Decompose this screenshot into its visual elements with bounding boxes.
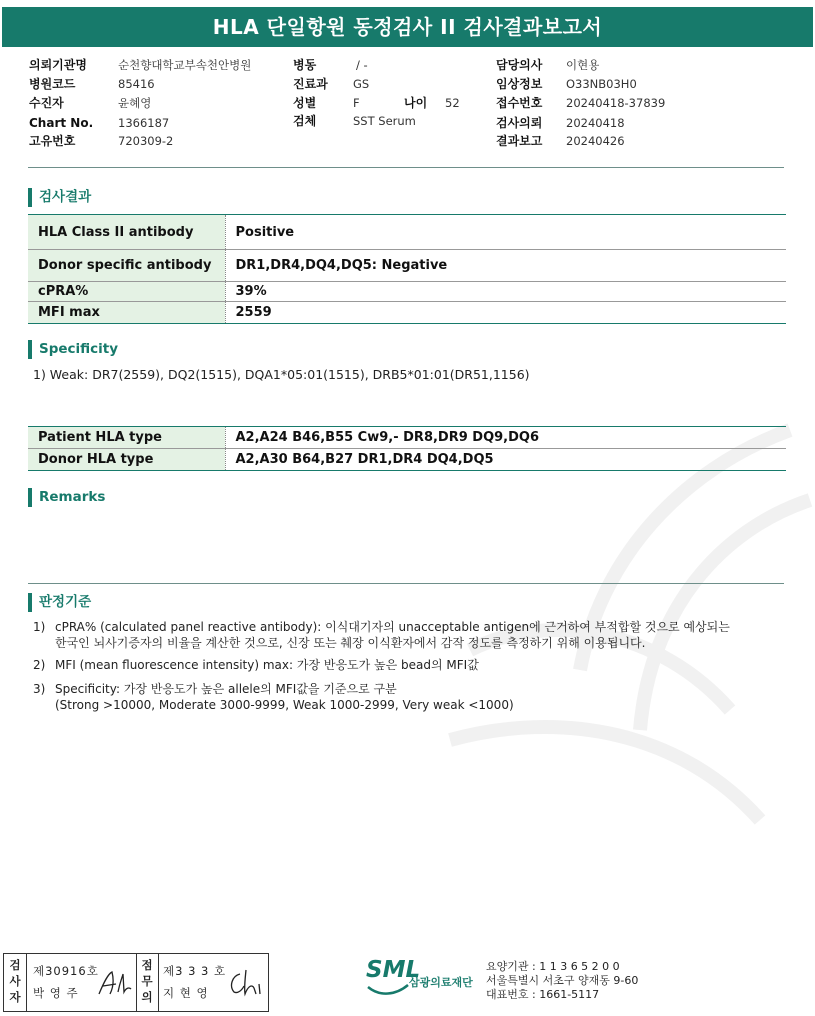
receipt-no: 20240418-37839 bbox=[566, 96, 666, 110]
department: GS bbox=[353, 77, 370, 91]
result-label: MFI max bbox=[28, 302, 225, 324]
criteria-heading: 판정기준 bbox=[28, 593, 91, 612]
examiner-label: 검 사 자 bbox=[9, 958, 21, 1004]
specificity-heading: Specificity bbox=[28, 340, 118, 359]
examiner-name: 박 영 주 bbox=[33, 986, 79, 1000]
requesting-institution-label: 의뢰기관명 bbox=[29, 58, 87, 72]
confirmer-license: 제3 3 3 호 bbox=[163, 964, 227, 978]
ward: / - bbox=[356, 58, 368, 72]
org-address: 서울특별시 서초구 양재동 9-60 bbox=[486, 974, 639, 987]
criteria-line: MFI (mean fluorescence intensity) max: 가장 반응도가 높은 bead의 MFI값 bbox=[55, 658, 479, 672]
criteria-list bbox=[33, 619, 793, 719]
ward-label: 병동 bbox=[293, 58, 317, 72]
result-value: DR1,DR4,DQ4,DQ5: Negative bbox=[225, 250, 786, 282]
sex: F bbox=[353, 96, 360, 110]
criteria-number: 3) bbox=[33, 682, 46, 696]
doctor: 이현용 bbox=[566, 58, 600, 72]
patient-info bbox=[0, 56, 815, 156]
result-label: Donor specific antibody bbox=[28, 250, 225, 282]
chart-no-label: Chart No. bbox=[29, 116, 94, 130]
criteria-line: 한국인 뇌사기증자의 비율을 계산한 것으로, 신장 또는 췌장 이식환자에서 감작 정도를 측정하기 위해 이용됩니다. bbox=[55, 636, 646, 650]
table-row bbox=[28, 302, 786, 324]
test-request: 20240418 bbox=[566, 116, 625, 130]
confirmer-name: 지 현 영 bbox=[163, 986, 209, 1000]
specificity-text: 1) Weak: DR7(2559), DQ2(1515), DQA1*05:01(1515), DRB5*01:01(DR51,1156) bbox=[33, 367, 530, 382]
doctor-label: 담당의사 bbox=[496, 58, 543, 72]
remarks-heading: Remarks bbox=[28, 488, 105, 507]
specimen-label: 검체 bbox=[293, 114, 317, 128]
result-report-label: 결과보고 bbox=[496, 134, 543, 148]
criteria-line: (Strong >10000, Moderate 3000-9999, Weak 1000-2999, Very weak <1000) bbox=[55, 698, 514, 712]
age: 52 bbox=[445, 96, 460, 110]
age-label: 나이 bbox=[404, 96, 428, 110]
result-label: HLA Class II antibody bbox=[28, 215, 225, 250]
org-info bbox=[486, 960, 638, 1002]
results-heading: 검사결과 bbox=[28, 188, 91, 207]
confirmer-label: 점 무 의 bbox=[141, 958, 153, 1004]
clinical-info-label: 임상정보 bbox=[496, 77, 543, 91]
criteria-divider bbox=[28, 583, 784, 584]
sex-label: 성별 bbox=[293, 96, 317, 110]
examinee: 윤혜영 bbox=[118, 96, 152, 110]
logo-swoosh-icon bbox=[366, 983, 410, 997]
hla-type-label: Patient HLA type bbox=[28, 427, 225, 449]
hla-type-label: Donor HLA type bbox=[28, 449, 225, 471]
result-label: cPRA% bbox=[28, 282, 225, 302]
test-request-label: 검사의뢰 bbox=[496, 116, 543, 130]
criteria-line: cPRA% (calculated panel reactive antibody): 이식대기자의 unacceptable antigen에 근거하여 부적합할 것으로 예상되는 bbox=[55, 620, 730, 634]
list-item bbox=[33, 681, 793, 713]
department-label: 진료과 bbox=[293, 77, 328, 91]
specimen: SST Serum bbox=[353, 114, 416, 128]
org-care-code: 요양기관 : 1 1 3 6 5 2 0 0 bbox=[486, 960, 620, 973]
table-row bbox=[28, 282, 786, 302]
results-table bbox=[28, 214, 786, 324]
result-value: 39% bbox=[225, 282, 786, 302]
table-row bbox=[28, 427, 786, 449]
table-row bbox=[28, 215, 786, 250]
logo-mark: SML bbox=[366, 957, 421, 983]
divider bbox=[26, 954, 27, 1011]
org-phone: 대표번호 : 1661-5117 bbox=[486, 988, 600, 1001]
result-report: 20240426 bbox=[566, 134, 625, 148]
result-value: 2559 bbox=[225, 302, 786, 324]
clinical-info: O33NB03H0 bbox=[566, 77, 637, 91]
receipt-no-label: 접수번호 bbox=[496, 96, 543, 110]
divider bbox=[136, 954, 137, 1011]
divider bbox=[158, 954, 159, 1011]
org-name: 삼광의료재단 bbox=[409, 976, 473, 989]
list-item bbox=[33, 619, 793, 651]
info-divider bbox=[28, 167, 784, 168]
examiner-license: 제30916호 bbox=[33, 964, 99, 978]
criteria-number: 1) bbox=[33, 620, 46, 634]
report-title: HLA 단일항원 동정검사 II 검사결과보고서 bbox=[2, 7, 813, 47]
result-value: Positive bbox=[225, 215, 786, 250]
criteria-line: Specificity: 가장 반응도가 높은 allele의 MFI값을 기준으로 구분 bbox=[55, 682, 397, 696]
hospital-code: 85416 bbox=[118, 77, 155, 91]
table-row bbox=[28, 250, 786, 282]
unique-no-label: 고유번호 bbox=[29, 134, 76, 148]
hospital-code-label: 병원코드 bbox=[29, 77, 76, 91]
chart-no: 1366187 bbox=[118, 116, 170, 130]
table-row bbox=[28, 449, 786, 471]
hla-type-value: A2,A24 B46,B55 Cw9,- DR8,DR9 DQ9,DQ6 bbox=[225, 427, 786, 449]
examinee-label: 수진자 bbox=[29, 96, 64, 110]
criteria-number: 2) bbox=[33, 658, 46, 672]
hla-type-table bbox=[28, 426, 786, 471]
org-logo bbox=[366, 957, 484, 999]
unique-no: 720309-2 bbox=[118, 134, 174, 148]
requesting-institution: 순천향대학교부속천안병원 bbox=[118, 58, 252, 72]
confirmer-signature bbox=[226, 966, 266, 998]
hla-type-value: A2,A30 B64,B27 DR1,DR4 DQ4,DQ5 bbox=[225, 449, 786, 471]
examiner-signature bbox=[96, 968, 134, 998]
list-item bbox=[33, 657, 793, 673]
signature-box bbox=[3, 953, 269, 1012]
